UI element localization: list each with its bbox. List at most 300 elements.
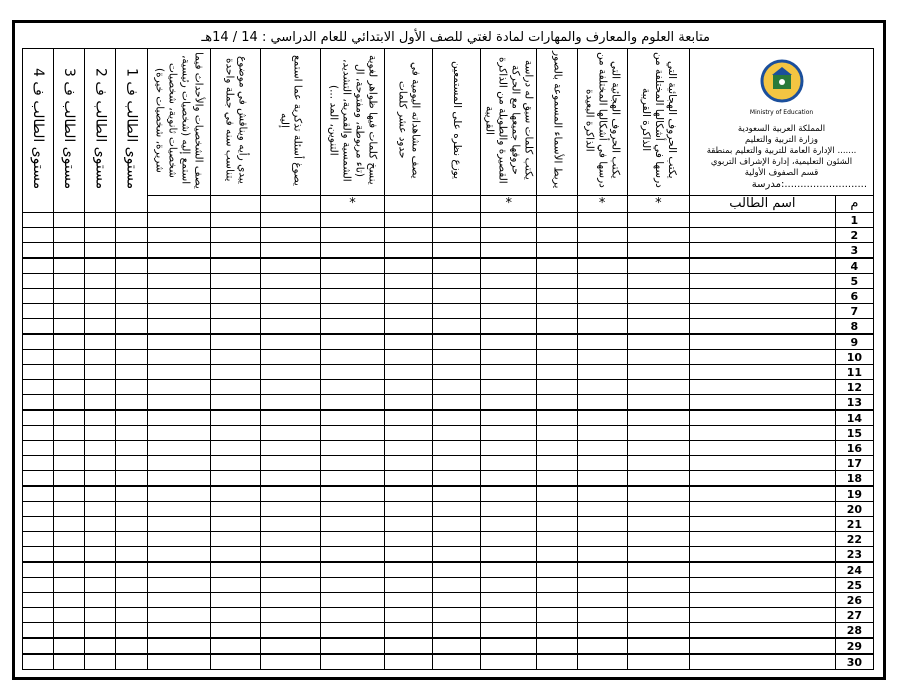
student-name-cell[interactable] <box>690 471 836 487</box>
criterion-cell[interactable] <box>210 274 260 289</box>
level-cell[interactable] <box>23 486 54 502</box>
student-name-cell[interactable] <box>690 365 836 380</box>
level-cell[interactable] <box>23 502 54 517</box>
criterion-cell[interactable] <box>627 456 689 471</box>
criterion-cell[interactable] <box>384 334 432 350</box>
criterion-cell[interactable] <box>321 654 384 670</box>
criterion-cell[interactable] <box>481 243 537 259</box>
criterion-cell[interactable] <box>261 213 321 228</box>
criterion-cell[interactable] <box>577 608 627 623</box>
student-name-cell[interactable] <box>690 486 836 502</box>
criterion-cell[interactable] <box>537 274 577 289</box>
level-cell[interactable] <box>85 502 116 517</box>
criterion-cell[interactable] <box>537 213 577 228</box>
criterion-cell[interactable] <box>537 258 577 274</box>
criterion-cell[interactable] <box>210 319 260 335</box>
criterion-cell[interactable] <box>210 380 260 395</box>
level-cell[interactable] <box>23 517 54 532</box>
criterion-cell[interactable] <box>432 334 480 350</box>
criterion-cell[interactable] <box>481 456 537 471</box>
criterion-cell[interactable] <box>384 623 432 639</box>
level-cell[interactable] <box>116 426 147 441</box>
criterion-cell[interactable] <box>210 593 260 608</box>
level-cell[interactable] <box>116 228 147 243</box>
criterion-cell[interactable] <box>210 456 260 471</box>
level-cell[interactable] <box>116 562 147 578</box>
criterion-cell[interactable] <box>537 502 577 517</box>
criterion-cell[interactable] <box>432 486 480 502</box>
criterion-cell[interactable] <box>481 608 537 623</box>
criterion-cell[interactable] <box>577 593 627 608</box>
level-cell[interactable] <box>85 213 116 228</box>
level-cell[interactable] <box>54 289 85 304</box>
criterion-cell[interactable] <box>261 593 321 608</box>
criterion-cell[interactable] <box>481 547 537 563</box>
level-cell[interactable] <box>116 350 147 365</box>
criterion-cell[interactable] <box>261 410 321 426</box>
level-cell[interactable] <box>54 441 85 456</box>
criterion-cell[interactable] <box>321 456 384 471</box>
criterion-cell[interactable] <box>432 471 480 487</box>
criterion-cell[interactable] <box>627 441 689 456</box>
criterion-cell[interactable] <box>147 638 210 654</box>
criterion-cell[interactable] <box>627 471 689 487</box>
criterion-cell[interactable] <box>481 395 537 411</box>
criterion-cell[interactable] <box>210 562 260 578</box>
level-cell[interactable] <box>116 274 147 289</box>
student-name-cell[interactable] <box>690 395 836 411</box>
criterion-cell[interactable] <box>627 395 689 411</box>
criterion-cell[interactable] <box>384 486 432 502</box>
criterion-cell[interactable] <box>577 228 627 243</box>
level-cell[interactable] <box>85 410 116 426</box>
level-cell[interactable] <box>85 258 116 274</box>
level-cell[interactable] <box>116 304 147 319</box>
level-cell[interactable] <box>116 638 147 654</box>
level-cell[interactable] <box>23 426 54 441</box>
level-cell[interactable] <box>54 380 85 395</box>
criterion-cell[interactable] <box>432 319 480 335</box>
criterion-cell[interactable] <box>481 578 537 593</box>
criterion-cell[interactable] <box>432 456 480 471</box>
student-name-cell[interactable] <box>690 638 836 654</box>
level-cell[interactable] <box>54 304 85 319</box>
criterion-cell[interactable] <box>210 638 260 654</box>
level-cell[interactable] <box>54 334 85 350</box>
student-name-cell[interactable] <box>690 380 836 395</box>
student-name-cell[interactable] <box>690 426 836 441</box>
student-name-cell[interactable] <box>690 654 836 670</box>
criterion-cell[interactable] <box>627 365 689 380</box>
criterion-cell[interactable] <box>261 304 321 319</box>
criterion-cell[interactable] <box>481 638 537 654</box>
criterion-cell[interactable] <box>481 441 537 456</box>
criterion-cell[interactable] <box>537 380 577 395</box>
criterion-cell[interactable] <box>147 365 210 380</box>
criterion-cell[interactable] <box>481 274 537 289</box>
criterion-cell[interactable] <box>147 441 210 456</box>
criterion-cell[interactable] <box>432 578 480 593</box>
criterion-cell[interactable] <box>384 426 432 441</box>
criterion-cell[interactable] <box>210 623 260 639</box>
criterion-cell[interactable] <box>432 395 480 411</box>
criterion-cell[interactable] <box>432 562 480 578</box>
criterion-cell[interactable] <box>627 380 689 395</box>
criterion-cell[interactable] <box>577 334 627 350</box>
level-cell[interactable] <box>54 426 85 441</box>
criterion-cell[interactable] <box>384 395 432 411</box>
criterion-cell[interactable] <box>432 638 480 654</box>
criterion-cell[interactable] <box>210 578 260 593</box>
criterion-cell[interactable] <box>147 562 210 578</box>
criterion-cell[interactable] <box>577 562 627 578</box>
level-cell[interactable] <box>54 562 85 578</box>
criterion-cell[interactable] <box>577 410 627 426</box>
criterion-cell[interactable] <box>627 350 689 365</box>
criterion-cell[interactable] <box>384 410 432 426</box>
criterion-cell[interactable] <box>321 593 384 608</box>
criterion-cell[interactable] <box>321 228 384 243</box>
criterion-cell[interactable] <box>537 638 577 654</box>
criterion-cell[interactable] <box>261 426 321 441</box>
criterion-cell[interactable] <box>627 562 689 578</box>
criterion-cell[interactable] <box>537 593 577 608</box>
criterion-cell[interactable] <box>321 319 384 335</box>
criterion-cell[interactable] <box>321 441 384 456</box>
criterion-cell[interactable] <box>577 380 627 395</box>
criterion-cell[interactable] <box>481 517 537 532</box>
level-cell[interactable] <box>116 289 147 304</box>
level-cell[interactable] <box>23 304 54 319</box>
criterion-cell[interactable] <box>261 228 321 243</box>
criterion-cell[interactable] <box>147 578 210 593</box>
criterion-cell[interactable] <box>627 213 689 228</box>
criterion-cell[interactable] <box>627 486 689 502</box>
criterion-cell[interactable] <box>147 243 210 259</box>
criterion-cell[interactable] <box>537 532 577 547</box>
student-name-cell[interactable] <box>690 334 836 350</box>
criterion-cell[interactable] <box>432 608 480 623</box>
level-cell[interactable] <box>23 365 54 380</box>
level-cell[interactable] <box>116 441 147 456</box>
criterion-cell[interactable] <box>432 502 480 517</box>
criterion-cell[interactable] <box>577 350 627 365</box>
level-cell[interactable] <box>116 517 147 532</box>
criterion-cell[interactable] <box>321 638 384 654</box>
criterion-cell[interactable] <box>261 547 321 563</box>
criterion-cell[interactable] <box>384 228 432 243</box>
criterion-cell[interactable] <box>627 578 689 593</box>
criterion-cell[interactable] <box>261 365 321 380</box>
criterion-cell[interactable] <box>210 486 260 502</box>
criterion-cell[interactable] <box>210 410 260 426</box>
level-cell[interactable] <box>23 578 54 593</box>
criterion-cell[interactable] <box>321 365 384 380</box>
criterion-cell[interactable] <box>147 380 210 395</box>
criterion-cell[interactable] <box>627 274 689 289</box>
criterion-cell[interactable] <box>384 258 432 274</box>
level-cell[interactable] <box>85 532 116 547</box>
level-cell[interactable] <box>23 410 54 426</box>
criterion-cell[interactable] <box>261 578 321 593</box>
criterion-cell[interactable] <box>384 638 432 654</box>
criterion-cell[interactable] <box>210 426 260 441</box>
criterion-cell[interactable] <box>147 304 210 319</box>
criterion-cell[interactable] <box>384 562 432 578</box>
level-cell[interactable] <box>54 258 85 274</box>
criterion-cell[interactable] <box>577 441 627 456</box>
criterion-cell[interactable] <box>627 502 689 517</box>
level-cell[interactable] <box>54 365 85 380</box>
student-name-cell[interactable] <box>690 319 836 335</box>
criterion-cell[interactable] <box>384 608 432 623</box>
level-cell[interactable] <box>85 350 116 365</box>
level-cell[interactable] <box>85 319 116 335</box>
level-cell[interactable] <box>85 654 116 670</box>
criterion-cell[interactable] <box>147 289 210 304</box>
criterion-cell[interactable] <box>627 426 689 441</box>
criterion-cell[interactable] <box>147 532 210 547</box>
student-name-cell[interactable] <box>690 289 836 304</box>
criterion-cell[interactable] <box>261 608 321 623</box>
criterion-cell[interactable] <box>627 304 689 319</box>
level-cell[interactable] <box>23 532 54 547</box>
criterion-cell[interactable] <box>321 289 384 304</box>
criterion-cell[interactable] <box>627 623 689 639</box>
student-name-cell[interactable] <box>690 532 836 547</box>
student-name-cell[interactable] <box>690 562 836 578</box>
level-cell[interactable] <box>54 471 85 487</box>
criterion-cell[interactable] <box>210 289 260 304</box>
criterion-cell[interactable] <box>627 654 689 670</box>
level-cell[interactable] <box>116 334 147 350</box>
criterion-cell[interactable] <box>147 654 210 670</box>
criterion-cell[interactable] <box>537 608 577 623</box>
criterion-cell[interactable] <box>577 578 627 593</box>
level-cell[interactable] <box>54 638 85 654</box>
level-cell[interactable] <box>116 547 147 563</box>
criterion-cell[interactable] <box>432 274 480 289</box>
criterion-cell[interactable] <box>147 426 210 441</box>
level-cell[interactable] <box>85 243 116 259</box>
level-cell[interactable] <box>116 456 147 471</box>
criterion-cell[interactable] <box>210 350 260 365</box>
level-cell[interactable] <box>85 441 116 456</box>
level-cell[interactable] <box>85 623 116 639</box>
criterion-cell[interactable] <box>384 319 432 335</box>
criterion-cell[interactable] <box>210 547 260 563</box>
criterion-cell[interactable] <box>321 578 384 593</box>
criterion-cell[interactable] <box>481 258 537 274</box>
criterion-cell[interactable] <box>577 274 627 289</box>
criterion-cell[interactable] <box>321 426 384 441</box>
level-cell[interactable] <box>23 623 54 639</box>
student-name-cell[interactable] <box>690 441 836 456</box>
criterion-cell[interactable] <box>481 228 537 243</box>
level-cell[interactable] <box>116 258 147 274</box>
criterion-cell[interactable] <box>577 502 627 517</box>
criterion-cell[interactable] <box>577 532 627 547</box>
level-cell[interactable] <box>85 517 116 532</box>
criterion-cell[interactable] <box>577 243 627 259</box>
criterion-cell[interactable] <box>432 350 480 365</box>
criterion-cell[interactable] <box>261 456 321 471</box>
criterion-cell[interactable] <box>432 213 480 228</box>
criterion-cell[interactable] <box>432 365 480 380</box>
student-name-cell[interactable] <box>690 304 836 319</box>
criterion-cell[interactable] <box>261 395 321 411</box>
level-cell[interactable] <box>23 274 54 289</box>
criterion-cell[interactable] <box>147 319 210 335</box>
criterion-cell[interactable] <box>384 243 432 259</box>
criterion-cell[interactable] <box>577 258 627 274</box>
criterion-cell[interactable] <box>481 532 537 547</box>
criterion-cell[interactable] <box>432 380 480 395</box>
criterion-cell[interactable] <box>627 319 689 335</box>
criterion-cell[interactable] <box>147 213 210 228</box>
criterion-cell[interactable] <box>321 395 384 411</box>
level-cell[interactable] <box>85 638 116 654</box>
student-name-cell[interactable] <box>690 517 836 532</box>
criterion-cell[interactable] <box>147 623 210 639</box>
criterion-cell[interactable] <box>537 304 577 319</box>
level-cell[interactable] <box>116 608 147 623</box>
level-cell[interactable] <box>54 410 85 426</box>
criterion-cell[interactable] <box>384 593 432 608</box>
level-cell[interactable] <box>23 380 54 395</box>
criterion-cell[interactable] <box>481 486 537 502</box>
level-cell[interactable] <box>54 608 85 623</box>
criterion-cell[interactable] <box>384 532 432 547</box>
level-cell[interactable] <box>85 289 116 304</box>
criterion-cell[interactable] <box>210 243 260 259</box>
criterion-cell[interactable] <box>577 426 627 441</box>
criterion-cell[interactable] <box>432 593 480 608</box>
criterion-cell[interactable] <box>627 593 689 608</box>
criterion-cell[interactable] <box>321 486 384 502</box>
criterion-cell[interactable] <box>577 289 627 304</box>
criterion-cell[interactable] <box>432 289 480 304</box>
criterion-cell[interactable] <box>210 654 260 670</box>
level-cell[interactable] <box>54 228 85 243</box>
criterion-cell[interactable] <box>481 365 537 380</box>
criterion-cell[interactable] <box>210 228 260 243</box>
criterion-cell[interactable] <box>147 486 210 502</box>
criterion-cell[interactable] <box>210 608 260 623</box>
student-name-cell[interactable] <box>690 547 836 563</box>
criterion-cell[interactable] <box>537 395 577 411</box>
criterion-cell[interactable] <box>577 456 627 471</box>
criterion-cell[interactable] <box>537 426 577 441</box>
criterion-cell[interactable] <box>147 410 210 426</box>
level-cell[interactable] <box>116 593 147 608</box>
criterion-cell[interactable] <box>577 213 627 228</box>
level-cell[interactable] <box>116 486 147 502</box>
level-cell[interactable] <box>54 213 85 228</box>
criterion-cell[interactable] <box>210 213 260 228</box>
criterion-cell[interactable] <box>147 593 210 608</box>
criterion-cell[interactable] <box>537 623 577 639</box>
criterion-cell[interactable] <box>147 456 210 471</box>
criterion-cell[interactable] <box>321 547 384 563</box>
criterion-cell[interactable] <box>432 426 480 441</box>
student-name-cell[interactable] <box>690 608 836 623</box>
level-cell[interactable] <box>85 334 116 350</box>
criterion-cell[interactable] <box>537 410 577 426</box>
criterion-cell[interactable] <box>321 532 384 547</box>
criterion-cell[interactable] <box>432 532 480 547</box>
level-cell[interactable] <box>54 532 85 547</box>
level-cell[interactable] <box>85 274 116 289</box>
criterion-cell[interactable] <box>481 304 537 319</box>
criterion-cell[interactable] <box>147 517 210 532</box>
criterion-cell[interactable] <box>537 365 577 380</box>
criterion-cell[interactable] <box>627 608 689 623</box>
criterion-cell[interactable] <box>261 319 321 335</box>
criterion-cell[interactable] <box>577 319 627 335</box>
criterion-cell[interactable] <box>432 623 480 639</box>
criterion-cell[interactable] <box>384 471 432 487</box>
criterion-cell[interactable] <box>384 274 432 289</box>
level-cell[interactable] <box>116 532 147 547</box>
criterion-cell[interactable] <box>210 441 260 456</box>
criterion-cell[interactable] <box>537 562 577 578</box>
level-cell[interactable] <box>23 289 54 304</box>
level-cell[interactable] <box>54 502 85 517</box>
criterion-cell[interactable] <box>627 547 689 563</box>
criterion-cell[interactable] <box>627 258 689 274</box>
criterion-cell[interactable] <box>481 562 537 578</box>
criterion-cell[interactable] <box>321 304 384 319</box>
level-cell[interactable] <box>23 471 54 487</box>
criterion-cell[interactable] <box>481 380 537 395</box>
criterion-cell[interactable] <box>432 517 480 532</box>
criterion-cell[interactable] <box>147 395 210 411</box>
criterion-cell[interactable] <box>577 395 627 411</box>
criterion-cell[interactable] <box>321 380 384 395</box>
level-cell[interactable] <box>116 471 147 487</box>
criterion-cell[interactable] <box>481 350 537 365</box>
criterion-cell[interactable] <box>627 638 689 654</box>
criterion-cell[interactable] <box>432 304 480 319</box>
level-cell[interactable] <box>23 547 54 563</box>
criterion-cell[interactable] <box>432 654 480 670</box>
criterion-cell[interactable] <box>577 365 627 380</box>
criterion-cell[interactable] <box>210 502 260 517</box>
criterion-cell[interactable] <box>384 517 432 532</box>
level-cell[interactable] <box>23 456 54 471</box>
level-cell[interactable] <box>54 274 85 289</box>
criterion-cell[interactable] <box>481 654 537 670</box>
level-cell[interactable] <box>116 623 147 639</box>
level-cell[interactable] <box>85 380 116 395</box>
criterion-cell[interactable] <box>210 334 260 350</box>
criterion-cell[interactable] <box>537 547 577 563</box>
criterion-cell[interactable] <box>384 578 432 593</box>
criterion-cell[interactable] <box>210 395 260 411</box>
criterion-cell[interactable] <box>481 502 537 517</box>
criterion-cell[interactable] <box>481 319 537 335</box>
criterion-cell[interactable] <box>321 517 384 532</box>
level-cell[interactable] <box>85 426 116 441</box>
student-name-cell[interactable] <box>690 274 836 289</box>
level-cell[interactable] <box>85 471 116 487</box>
level-cell[interactable] <box>85 486 116 502</box>
criterion-cell[interactable] <box>432 547 480 563</box>
level-cell[interactable] <box>23 654 54 670</box>
level-cell[interactable] <box>23 608 54 623</box>
criterion-cell[interactable] <box>627 334 689 350</box>
